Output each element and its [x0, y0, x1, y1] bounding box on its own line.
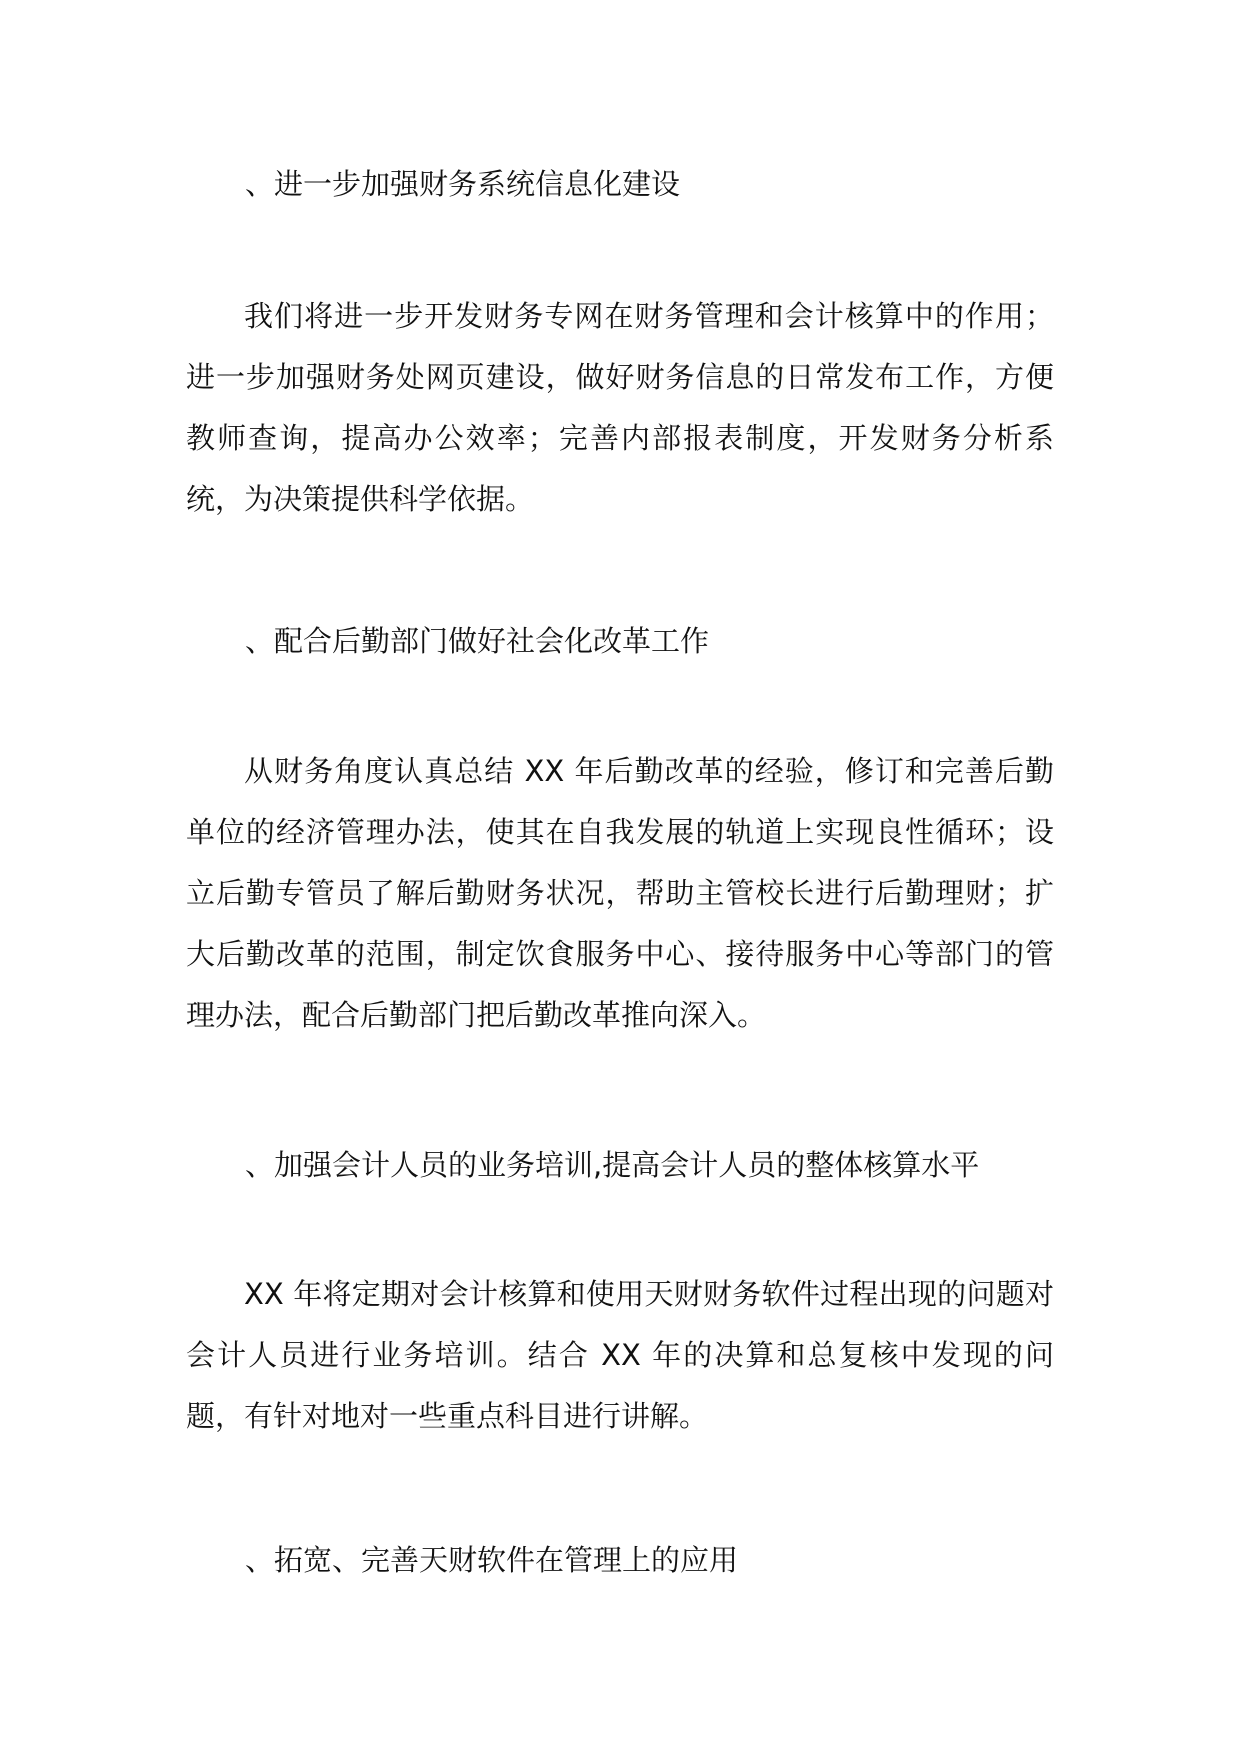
section-paragraph: 从财务角度认真总结 XX 年后勤改革的经验，修订和完善后勤单位的经济管理办法，使其在自我发展的轨道上实现良性循环；设立后勤专管员了解后勤财务状况，帮助主管校长进行后勤理财；扩大后勤改革的范围，制定饮食服务中心、接待服务中心等部门的管理办法，配合后勤部门把后勤改革推向深入。 [186, 754, 1054, 1032]
section-heading: 、进一步加强财务系统信息化建设 [245, 167, 681, 201]
section-paragraph: XX 年将定期对会计核算和使用天财财务软件过程出现的问题对会计人员进行业务培训。结合 XX 年的决算和总复核中发现的问题，有针对地对一些重点科目进行讲解。 [186, 1277, 1054, 1433]
section-paragraph: 我们将进一步开发财务专网在财务管理和会计核算中的作用；进一步加强财务处网页建设，做好财务信息的日常发布工作，方便教师查询，提高办公效率；完善内部报表制度，开发财务分析系统，为决策提供科学依据。 [186, 299, 1054, 516]
section-heading: 、加强会计人员的业务培训,提高会计人员的整体核算水平 [245, 1148, 980, 1182]
section-heading: 、拓宽、完善天财软件在管理上的应用 [245, 1543, 739, 1577]
section-heading: 、配合后勤部门做好社会化改革工作 [245, 624, 710, 658]
